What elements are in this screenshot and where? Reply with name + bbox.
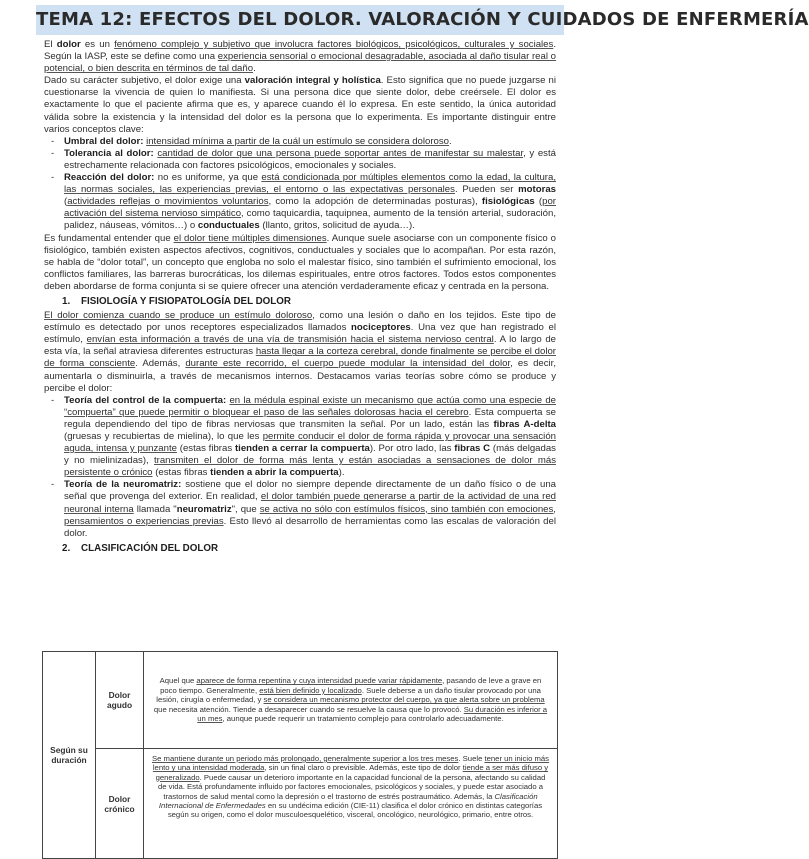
- text-run: , como la adopción de determinadas posturas),: [268, 196, 482, 208]
- text-run: , como una lesión o daño en los tejidos. Este tipo de estímulo es detectado por unos receptores especializados llamados: [44, 310, 556, 334]
- table-row: [43, 652, 558, 749]
- intro-paragraph-3: [44, 233, 556, 293]
- text-run: (: [534, 196, 543, 208]
- underlined-text: Su duración es inferior a un mes: [197, 704, 548, 724]
- bold-term: tienden a abrir la compuerta: [210, 467, 339, 479]
- bold-term: fibras C: [454, 443, 491, 455]
- page-title: TEMA 12: EFECTOS DEL DOLOR. VALORACIÓN Y CUIDADOS DE ENFERMERÍA: [36, 5, 564, 35]
- bold-term: tienden a cerrar la compuerta: [234, 443, 370, 455]
- text-run: Es fundamental entender que: [44, 232, 174, 244]
- underlined-text: intensidad mínima a partir de la cuál un estímulo se considera doloroso: [146, 135, 449, 147]
- underlined-text: cantidad de dolor que una persona puede soportar antes de manifestar su malestar: [157, 147, 524, 159]
- text-run: . Además,: [135, 358, 186, 370]
- text-run: que necesita atención. Tiende a desaparecer cuando se resuelve la causa que lo provocó.: [153, 704, 464, 714]
- text-run: (llanto, gritos, solicitud de ayuda…).: [259, 220, 415, 232]
- text-run: , aunque puede requerir un tratamiento complejo para controlarlo adecuadamente.: [222, 714, 504, 724]
- text-run: (estas fibras: [152, 467, 211, 479]
- underlined-text: se activa no sólo con estímulos físicos, sino también con emociones, pensamientos o experiencias previas: [64, 503, 556, 527]
- text-run: ). Por otro lado, las: [369, 443, 455, 455]
- underlined-text: está condicionada por múltiples elementos como la edad, la cultura, las normas sociales, las experiencias previas, el entorno o las expectativas personales: [64, 172, 556, 196]
- text-run: , pasando de leve a grave en poco tiempo. Generalmente,: [160, 676, 542, 695]
- underlined-text: experiencia sensorial o emocional desagradable, asociada al daño tisular real o potencial, o bien descrita en términos de tal daño: [44, 51, 557, 75]
- underlined-text: por activación del sistema nervioso simpático: [64, 196, 556, 220]
- text-run: . Según la IASP, este se define como una: [44, 39, 556, 63]
- text-run: Aquel que: [159, 676, 197, 686]
- underlined-text: está bien definido y localizado: [259, 685, 362, 695]
- text-run: .: [449, 135, 452, 147]
- bold-term: motoras: [518, 184, 557, 196]
- text-run: , como taquicardia, taquipnea, aumento de la tensión arterial, sudoración, palidez, náuseas, vómitos…) o: [64, 208, 556, 232]
- theory-list: [44, 395, 556, 540]
- underlined-text: durante este recorrido, el cuerpo puede modular la intensidad del dolor: [185, 358, 511, 370]
- list-item: [64, 136, 556, 148]
- bold-term: nociceptores: [351, 322, 411, 334]
- text-run: , sin un final claro o previsible. Además, este tipo de dolor: [264, 763, 463, 773]
- underlined-text: Se mantiene durante un periodo más prolongado, generalmente superior a los tres meses: [152, 754, 459, 763]
- bold-term: Umbral del dolor:: [64, 135, 144, 147]
- text-run: (gruesas y recubiertas de mielina), lo que les: [64, 431, 263, 442]
- underlined-text: permite conducir el dolor de forma rápida y provocar una sensación aguda, intensa y punzante: [64, 431, 556, 455]
- text-run: no es uniforme, ya que: [154, 172, 262, 184]
- text-run: . A lo largo de esta vía, la señal atraviesa diferentes estructuras: [44, 334, 556, 358]
- bold-term: valoración integral y holística: [244, 75, 381, 87]
- bold-term: dolor: [56, 39, 81, 50]
- text-run: ", que: [231, 503, 260, 515]
- bold-term: neuromatriz: [176, 503, 232, 515]
- section-heading-1: 1. FISIOLOGÍA Y FISIOPATOLOGÍA DEL DOLOR: [62, 295, 291, 307]
- text-run: (: [64, 196, 68, 208]
- list-item: [64, 479, 556, 539]
- underlined-text: aparece de forma repentina y cuya intensidad puede variar rápidamente: [196, 676, 443, 686]
- bold-term: Reacción del dolor:: [64, 172, 155, 184]
- text-run: sostiene que el dolor no siempre depende directamente de un daño físico o de una señal que provenga del exterior. En realidad,: [64, 479, 556, 503]
- physiology-paragraph: [44, 310, 556, 395]
- acute-pain-description: [144, 652, 558, 749]
- text-run: , y está estrechamente relacionada con factores psicológicos, emocionales y sociales.: [64, 147, 556, 171]
- table-row: [43, 749, 558, 859]
- bold-term: Teoría del control de la compuerta:: [64, 394, 227, 406]
- bold-term: Teoría de la neuromatriz:: [64, 479, 182, 491]
- text-run: . Puede causar un deterioro importante en la capacidad funcional de la persona, afectando su calidad de vida. Está profundamente influido por factores emocionales, psicológicos y sociales, y puede estar asociado a trastornos de salud mental como la depresión o el trastorno de estrés postraumático. Además, la: [157, 772, 546, 801]
- underlined-text: tener un inicio más lento y una intensidad moderada: [152, 754, 550, 773]
- intro-paragraph-1: [44, 39, 556, 75]
- italic-text: Clasificación Internacional de Enfermedades: [158, 791, 538, 811]
- list-item: [64, 172, 556, 232]
- text-run: (estas fibras: [176, 443, 235, 455]
- text-run: . Suele deberse a un daño tisular provocado por una lesión, cirugía o enfermedad, y: [156, 685, 541, 705]
- text-run: , es decir, aumentarla o disminuirla, a través de mecanismos internos. Destacamos varias teorías sobre cómo se produce y percibe el dolor:: [44, 358, 557, 394]
- underlined-text: el dolor también puede generarse a partir de la actividad de una red neuronal interna: [64, 491, 556, 515]
- chronic-pain-description: [144, 749, 558, 859]
- underlined-text: tiende a ser más difuso y generalizado: [155, 763, 549, 782]
- bold-term: fibras A-delta: [493, 418, 557, 430]
- underlined-text: en la médula espinal existe un mecanismo que actúa como una especie de “compuerta” que puede permitir o bloquear el paso de las señales dolorosas hacia el cerebro: [64, 394, 556, 418]
- text-run: . Aunque suele asociarse con un componente físico o fisiológico, también existen aspectos afectivos, cognitivos, conductuales y sociales que lo acompañan. Por esta razón, se habla de “dolor total”, un concepto que engloba no solo el malestar físico, sino también el sufrimiento emocional, los conflictos familiares, las barreras burocráticas, los dilemas espirituales, entre otros factores. Todos estos componentes deben abordarse de forma conjunta si se quiere ofrecer una atención verdaderamente eficaz y centrada en la persona.: [44, 232, 557, 292]
- concept-list: [44, 136, 556, 233]
- list-item: [64, 395, 556, 480]
- text-run: (más delgadas y no mielinizadas),: [64, 443, 556, 467]
- underlined-text: se considera un mecanismo protector del cuerpo, ya que alerta sobre un problema: [263, 695, 545, 705]
- underlined-text: actividades reflejas o movimientos voluntarios: [67, 196, 269, 208]
- duration-header: Según su duración: [43, 652, 96, 859]
- text-run: ).: [338, 467, 345, 479]
- text-run: es un: [80, 39, 115, 50]
- underlined-text: fenómeno complejo y subjetivo que involucra factores biológicos, psicológicos, culturales y sociales: [114, 39, 554, 50]
- text-run: .: [253, 63, 256, 75]
- bold-term: Tolerancia al dolor:: [64, 147, 154, 159]
- underlined-text: El dolor comienza cuando se produce un estímulo doloroso: [44, 310, 313, 322]
- text-run: . Esta compuerta se regula dependiendo del tipo de fibras nerviosas que transmiten la señal. Por un lado, están las: [64, 406, 556, 430]
- underlined-text: transmiten el dolor de forma más lenta y están asociadas a sensaciones de dolor más persistente o crónico: [64, 455, 556, 479]
- text-run: llamada ": [133, 503, 177, 515]
- underlined-text: envían esta información a través de una vía de transmisión hacia el sistema nervioso central: [86, 334, 494, 346]
- text-run: . Una vez que han registrado el estímulo,: [44, 322, 556, 346]
- pain-classification-table: [42, 651, 558, 859]
- chronic-pain-label: Dolor crónico: [96, 749, 144, 859]
- intro-paragraph-2: [44, 75, 556, 135]
- section-heading-2: 2. CLASIFICACIÓN DEL DOLOR: [62, 542, 219, 554]
- text-run: . Esto significa que no puede juzgarse ni cuestionarse la vivencia de quien lo manifiesta. Si una persona dice que siente dolor, debe creérsele. El dolor es exactamente lo que el paciente afirma que es, y aparece cuando él lo expresa. En este sentido, la única autoridad válida sobre la existencia y la intensidad del dolor es la persona que lo experimenta. Es importante distinguir entre varios conceptos clave:: [44, 75, 556, 135]
- text-run: en su undécima edición (CIE-11) clasifica el dolor crónico en distintas categorías según su origen, como el dolor musculoesquelético, visceral, oncológico, neurológico, primario, entre otros.: [167, 801, 543, 820]
- text-run: Dado su carácter subjetivo, el dolor exige una: [44, 75, 245, 87]
- bold-term: conductuales: [197, 220, 260, 232]
- bold-term: fisiológicas: [481, 196, 535, 208]
- text-run: El: [44, 39, 57, 50]
- text-run: . Esto llevó al desarrollo de herramientas como las escalas de valoración del dolor.: [64, 515, 556, 539]
- text-run: . Pueden ser: [454, 184, 519, 196]
- underlined-text: el dolor tiene múltiples dimensiones: [173, 232, 327, 244]
- acute-pain-label: Dolor agudo: [96, 652, 144, 749]
- list-item: [64, 148, 556, 172]
- document-body: [44, 39, 556, 557]
- underlined-text: hasta llegar a la corteza cerebral, donde finalmente se percibe el dolor de forma consciente: [44, 346, 556, 370]
- text-run: . Suele: [458, 754, 485, 763]
